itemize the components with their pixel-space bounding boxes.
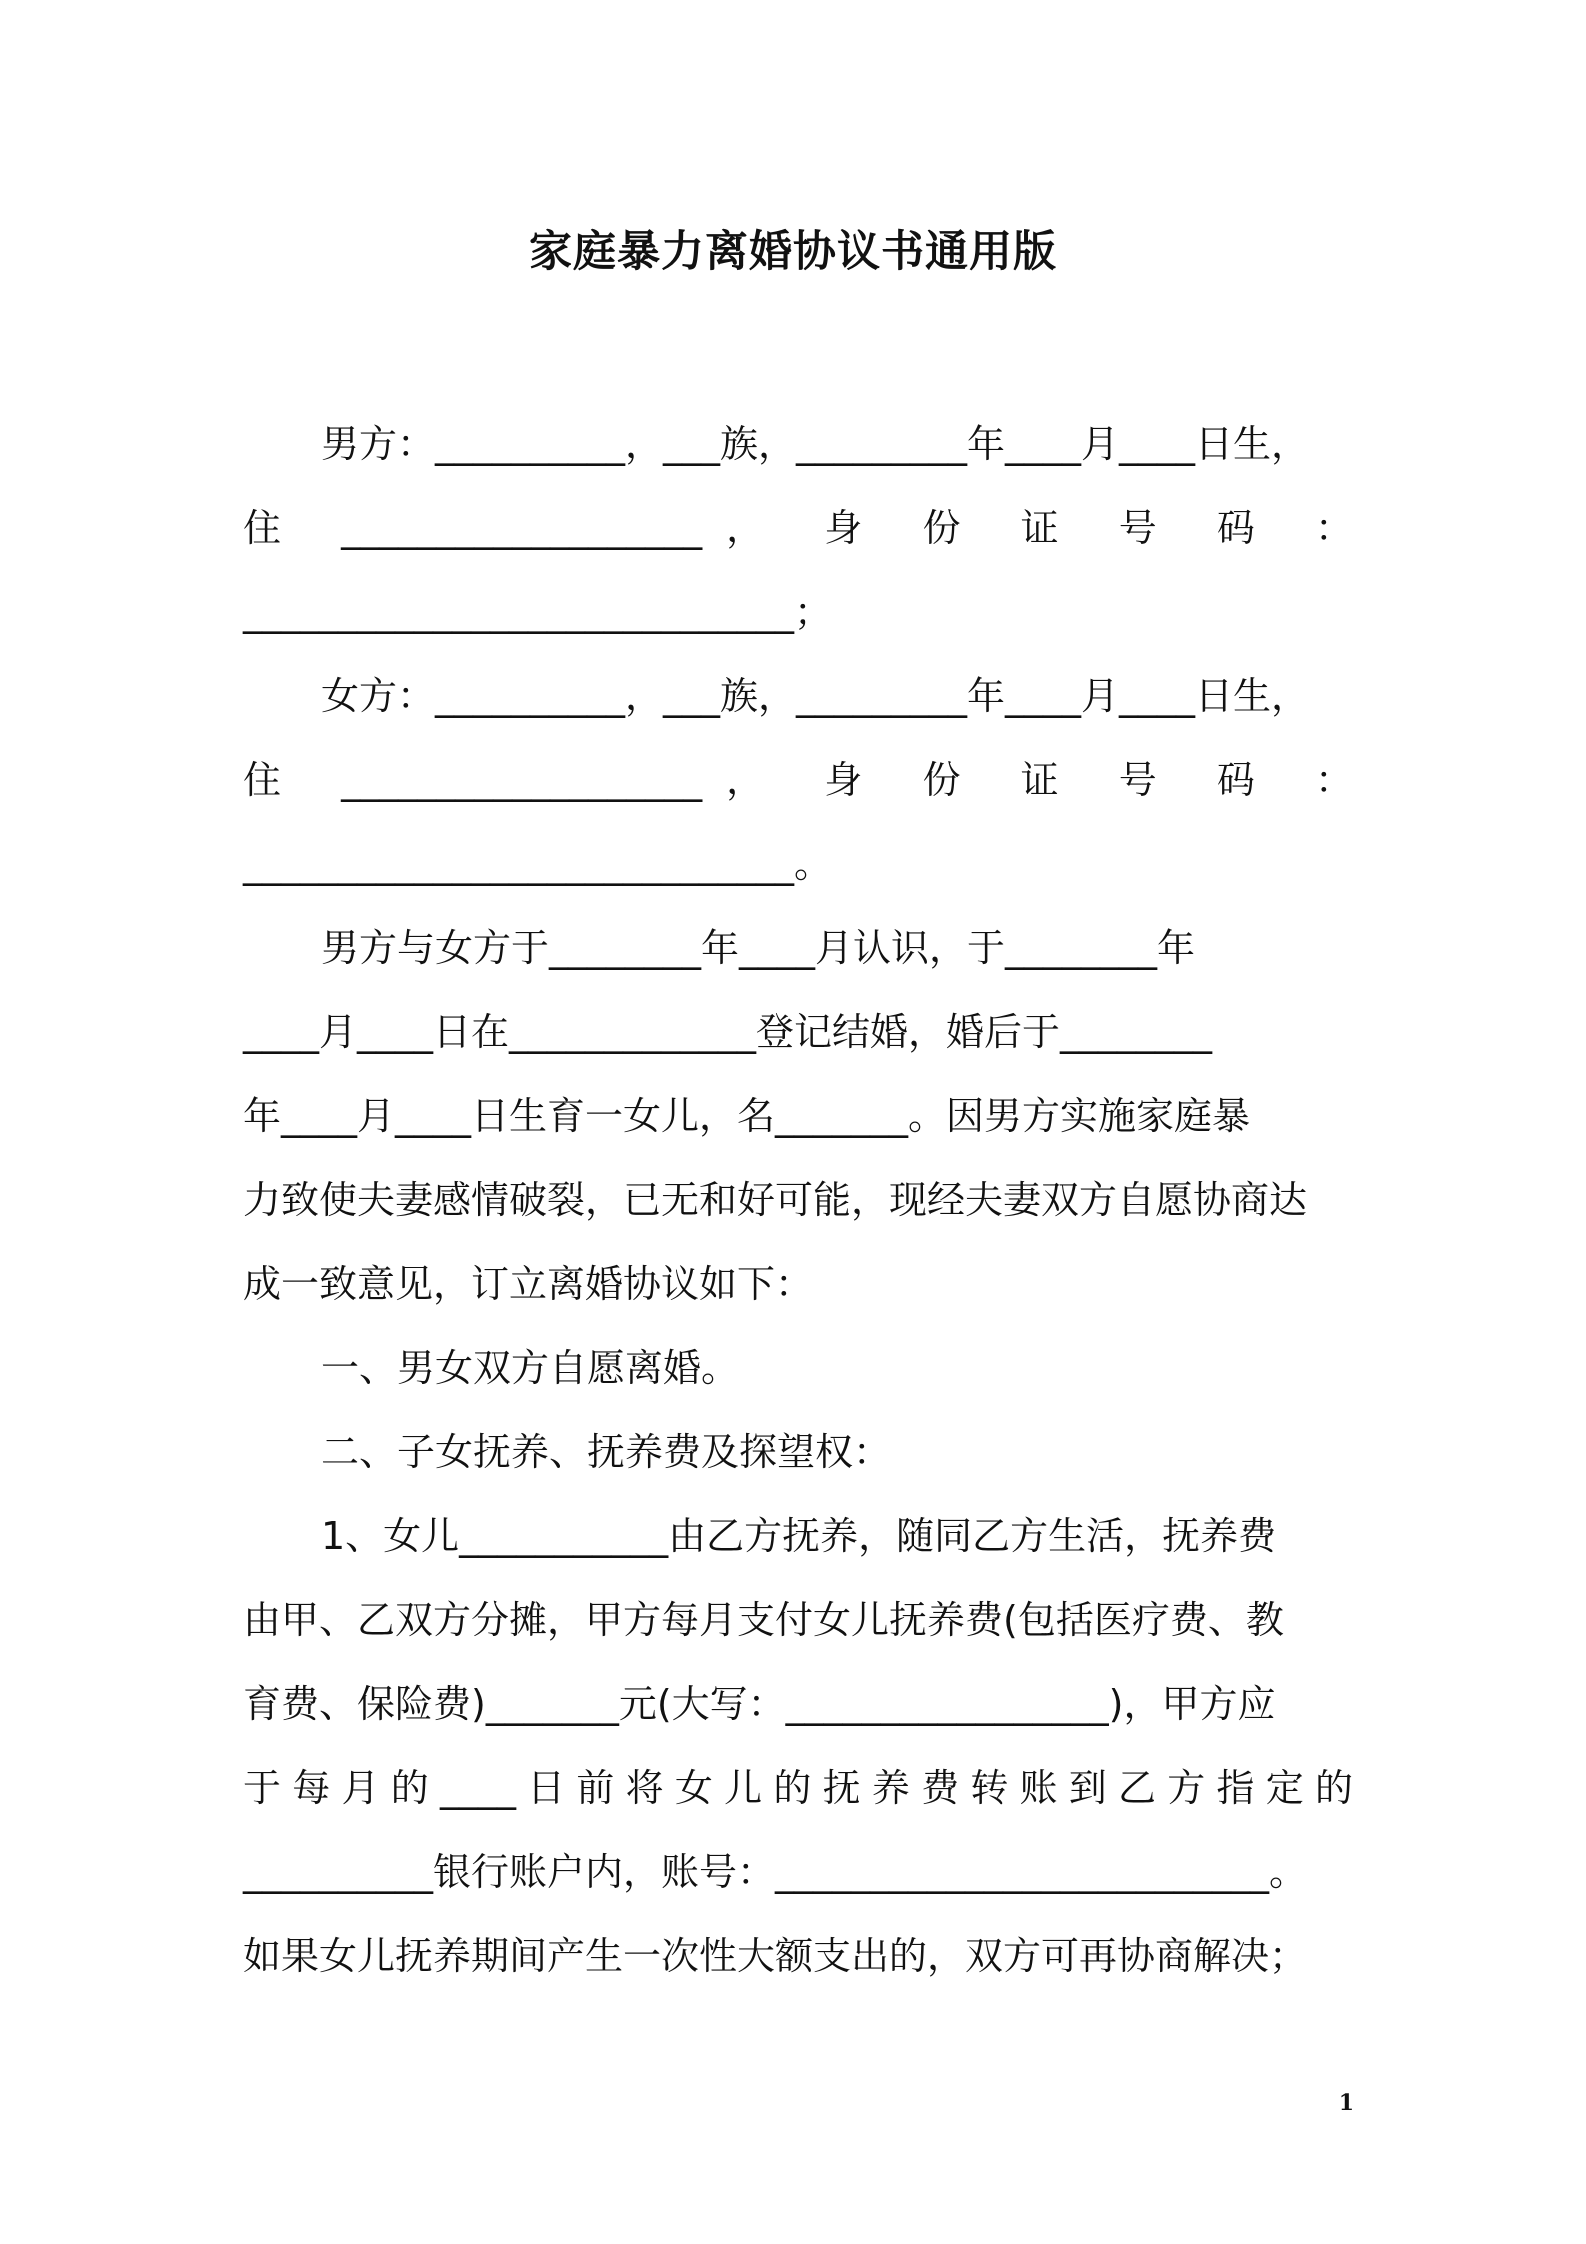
page-number: 1 [1338,2090,1354,2116]
clause-1: 一、男女双方自愿离婚。 [321,1346,740,1390]
clause-2-1-line-1: 1、女儿___________由乙方抚养，随同乙方生活，抚养费 [321,1514,1277,1558]
clause-2-1-line-2: 由甲、乙双方分摊，甲方每月支付女儿抚养费(包括医疗费、教 [243,1598,1284,1642]
agreement-body [243,402,1353,1998]
marriage-history-line-4: 力致使夫妻感情破裂，已无和好可能，现经夫妻双方自愿协商达 [243,1178,1308,1222]
marriage-history-line-1: 男方与女方于________年____月认识，于________年 [321,926,1196,970]
marriage-history-line-3: 年____月____日生育一女儿，名_______。因男方实施家庭暴 [243,1094,1251,1138]
male-address-line: 住 ___________________， 身 份 证 号 码 ： [243,506,1353,550]
clause-2-1-line-4: 于每月的____日前将女儿的抚养费转账到乙方指定的 [243,1766,1353,1810]
clause-2-1-line-6: 如果女儿抚养期间产生一次性大额支出的，双方可再协商解决； [243,1934,1308,1978]
marriage-history-line-2: ____月____日在_____________登记结婚，婚后于________ [243,1010,1213,1054]
document-title: 家庭暴力离婚协议书通用版 [529,227,1057,277]
male-party-line: 男方：__________，___族，_________年____月____日生， [321,422,1310,466]
marriage-history-line-5: 成一致意见，订立离婚协议如下： [243,1262,814,1306]
female-party-line: 女方：__________，___族，_________年____月____日生， [321,674,1310,718]
male-id-number-line: _____________________________； [243,590,833,634]
female-address-line: 住 ___________________， 身 份 证 号 码 ： [243,758,1353,802]
clause-2-1-line-3: 育费、保险费)_______元(大写：_________________)，甲方应 [243,1682,1276,1726]
clause-2-heading: 二、子女抚养、抚养费及探望权： [321,1430,892,1474]
clause-2-1-line-5: __________银行账户内，账号：__________________________。 [243,1850,1308,1894]
female-id-number-line: _____________________________。 [243,842,833,886]
